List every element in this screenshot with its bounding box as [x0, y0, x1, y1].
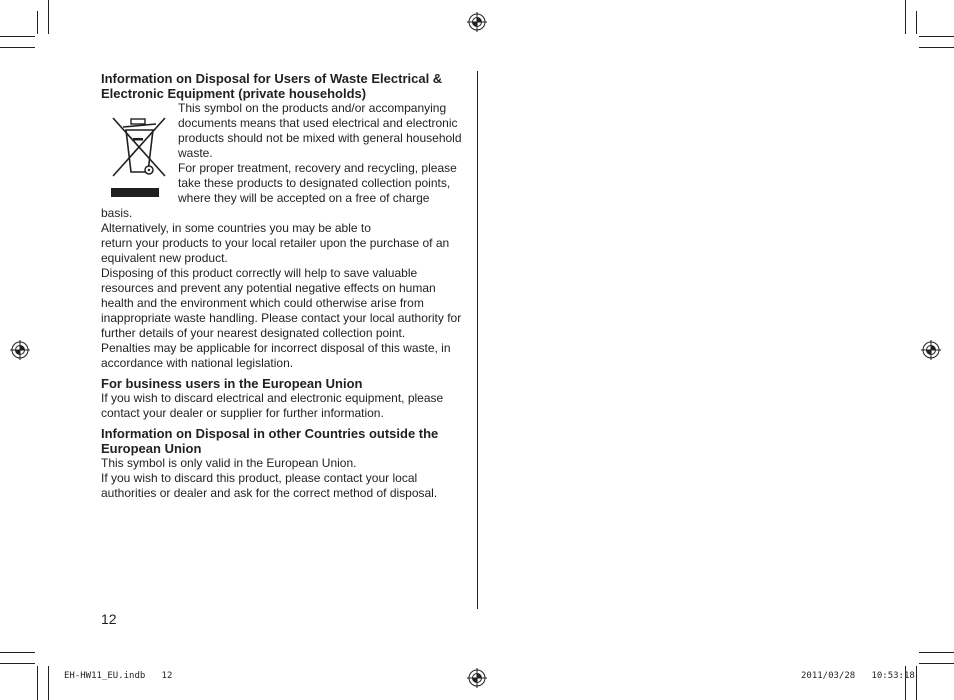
print-slug-file: EH-HW11_EU.indb 12 [64, 671, 173, 681]
weee-intro-line: take these products to designated collection points, [178, 176, 451, 190]
registration-mark-icon [467, 668, 487, 688]
business-users-heading: For business users in the European Union [101, 376, 363, 391]
column-divider [477, 71, 478, 609]
outside-eu-paragraph: If you wish to discard this product, please contact your local authorities or dealer and ask for the correct method of disposal. [101, 471, 438, 500]
weee-paragraph: Disposing of this product correctly will help to save valuable resources and prevent any potential negative effects on human health and the environment which could otherwise arise from inappropriate waste handling. Please contact your local authority for further details of your nearest designated collection point. [101, 266, 462, 340]
registration-mark-icon [467, 12, 487, 32]
page-number: 12 [101, 611, 117, 627]
weee-intro-line: waste. [178, 146, 213, 160]
weee-intro-line: For proper treatment, recovery and recycling, please [178, 161, 457, 175]
business-users-paragraph: If you wish to discard electrical and electronic equipment, please contact your dealer or supplier for further information. [101, 391, 444, 420]
weee-intro-line: where they will be accepted on a free of charge basis. [101, 191, 430, 220]
weee-penalties-paragraph: Penalties may be applicable for incorrect disposal of this waste, in accordance with national legislation. [101, 341, 451, 370]
outside-eu-heading: Information on Disposal in other Countries outside the European Union [101, 426, 439, 456]
weee-heading: Information on Disposal for Users of Waste Electrical & Electronic Equipment (private households) [101, 71, 443, 101]
crossed-out-wheelie-bin-icon [106, 104, 172, 198]
weee-intro-line: Alternatively, in some countries you may be able to [101, 221, 371, 235]
weee-intro-line: This symbol on the products and/or accompanying [178, 101, 447, 115]
weee-intro-line: documents means that used electrical and electronic [178, 116, 458, 130]
weee-intro-line: products should not be mixed with general household [178, 131, 462, 145]
outside-eu-paragraph: This symbol is only valid in the European Union. [101, 456, 357, 470]
disposal-information-column [101, 71, 463, 501]
registration-mark-icon [10, 340, 30, 360]
registration-mark-icon [921, 340, 941, 360]
print-slug-timestamp: 2011/03/28 10:53:18 [801, 671, 915, 681]
weee-intro-continuation: return your products to your local retailer upon the purchase of an equivalent new product. [101, 236, 450, 265]
weee-intro-block [101, 101, 463, 266]
